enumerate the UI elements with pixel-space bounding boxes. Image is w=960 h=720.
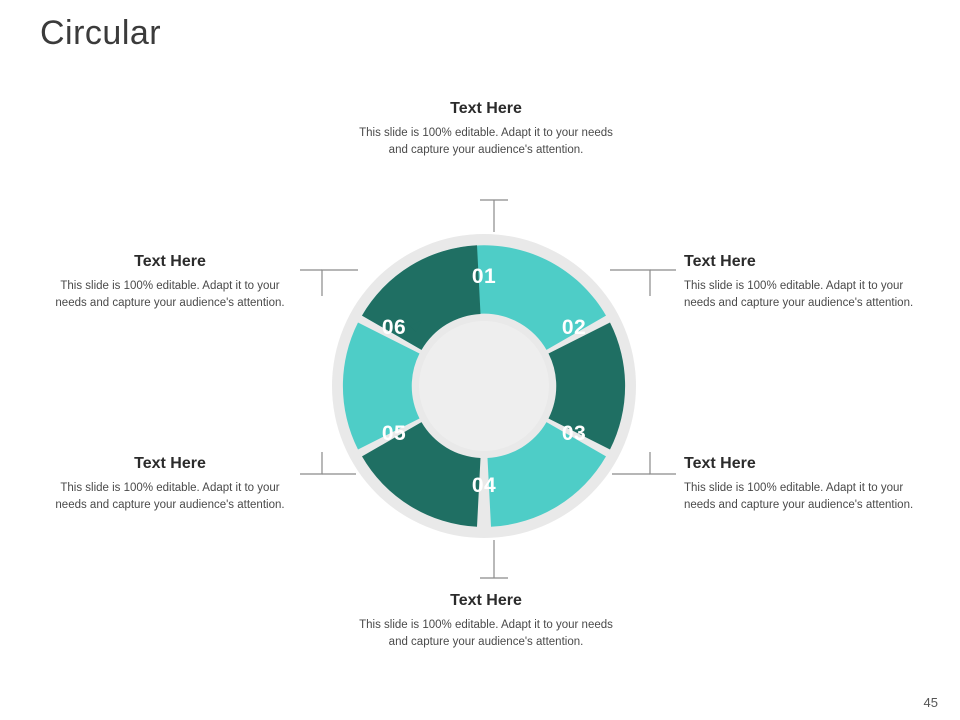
segmented-wheel — [330, 232, 638, 540]
callout-03-body: This slide is 100% editable. Adapt it to your needs and capture your audience's attention. — [684, 482, 914, 511]
callout-03-heading: Text Here — [684, 455, 756, 472]
page-number: 45 — [923, 695, 938, 710]
center-hub — [419, 321, 549, 451]
callout-04 — [355, 592, 617, 651]
callout-05 — [45, 455, 295, 514]
segment-label-01: 01 — [471, 265, 497, 288]
segment-label-06: 06 — [381, 316, 407, 339]
callout-06-heading: Text Here — [134, 253, 206, 270]
callout-02 — [684, 253, 932, 312]
callout-04-heading: Text Here — [450, 592, 522, 609]
callout-06 — [45, 253, 295, 312]
callout-04-body: This slide is 100% editable. Adapt it to your needs and capture your audience's attention. — [359, 619, 613, 648]
callout-05-heading: Text Here — [134, 455, 206, 472]
callout-02-heading: Text Here — [684, 253, 756, 270]
segment-label-04: 04 — [471, 474, 497, 497]
callout-05-body: This slide is 100% editable. Adapt it to your needs and capture your audience's attention. — [55, 482, 285, 511]
callout-01-heading: Text Here — [450, 100, 522, 117]
segment-label-02: 02 — [561, 316, 587, 339]
callout-01-body: This slide is 100% editable. Adapt it to your needs and capture your audience's attention. — [359, 127, 613, 156]
callout-06-body: This slide is 100% editable. Adapt it to your needs and capture your audience's attention. — [55, 280, 285, 309]
segment-label-03: 03 — [561, 422, 587, 445]
callout-03 — [684, 455, 932, 514]
callout-02-body: This slide is 100% editable. Adapt it to your needs and capture your audience's attention. — [684, 280, 914, 309]
segment-label-05: 05 — [381, 422, 407, 445]
page-title: Circular — [40, 14, 162, 52]
callout-01 — [355, 100, 617, 159]
